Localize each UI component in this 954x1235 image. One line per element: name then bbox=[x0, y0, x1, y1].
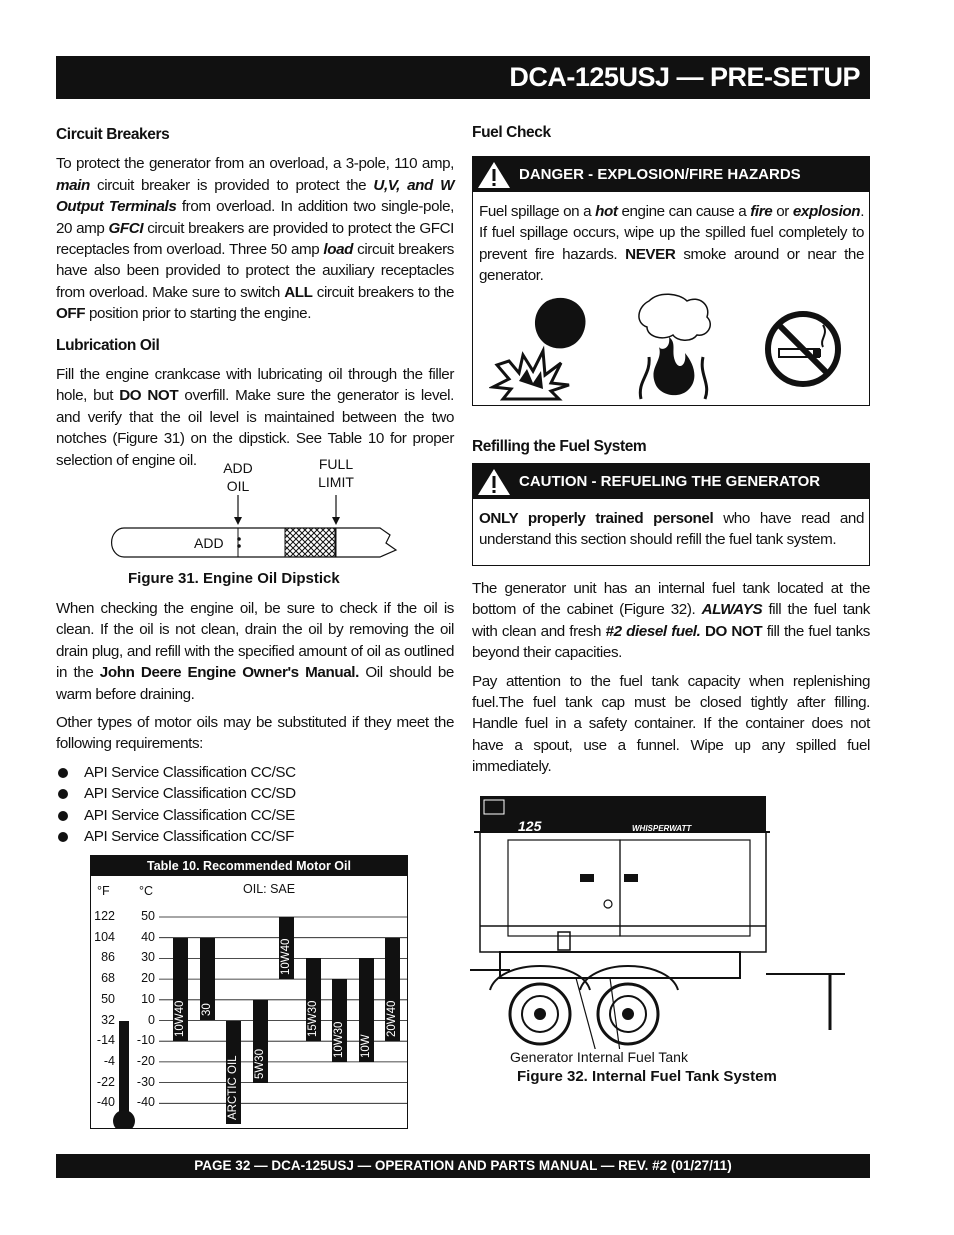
dipstick-add-text: ADD bbox=[194, 535, 224, 551]
oil-bar-label: 10W40 bbox=[280, 938, 292, 976]
motor-oil-table bbox=[90, 855, 408, 1129]
caution-box bbox=[472, 463, 870, 566]
oil-bar bbox=[385, 938, 400, 1042]
dipstick-figure bbox=[110, 455, 410, 565]
fahrenheit-tick: -14 bbox=[96, 1033, 115, 1048]
figure-31-caption: Figure 31. Engine Oil Dipstick bbox=[128, 570, 340, 587]
add-oil-label: ADD OIL bbox=[223, 460, 253, 494]
circuit-heading: Circuit Breakers bbox=[56, 126, 170, 143]
danger-box bbox=[472, 156, 870, 406]
footer-bar: PAGE 32 — DCA-125USJ — OPERATION AND PARTS MANUAL — REV. #2 (01/27/11) bbox=[56, 1154, 870, 1178]
fahrenheit-tick: -4 bbox=[103, 1053, 115, 1068]
fuel-check-heading: Fuel Check bbox=[472, 124, 551, 141]
oil-bar bbox=[226, 1021, 241, 1125]
fahrenheit-tick: 86 bbox=[101, 950, 115, 965]
api-list bbox=[56, 762, 454, 848]
oil-bar-label: 10W30 bbox=[333, 1021, 345, 1058]
oil-bar bbox=[173, 938, 188, 1042]
circuit-paragraph: To protect the generator from an overload, a 3-pole, 110 amp, main circuit breaker is provided to protect the U,V, and W Output Terminals from overload. In addition two single-pole, 20 amp GFCI circuit breakers are provided to protect the GFCI receptacles from overload. Three 50 amp load circuit breakers have also been provided to protect the auxiliary receptacles from overload. Make sure to switch ALL circuit breakers to the OFF position prior to starting the engine. bbox=[56, 155, 455, 323]
fuel-tank-callout: Generator Internal Fuel Tank bbox=[510, 1049, 688, 1065]
left-column-lower bbox=[56, 598, 454, 847]
caution-title: CAUTION - REFUELING THE GENERATOR bbox=[519, 473, 821, 490]
lube-heading: Lubrication Oil bbox=[56, 336, 160, 354]
tank-text bbox=[472, 578, 870, 778]
tank-paragraph-2: Pay attention to the fuel tank capacity when replenishing fuel.The fuel tank cap must be closed tightly after filling. Handle fuel in a safety container. If the container does not have a spout, use a funnel. Wipe up any spilled fuel immediately. bbox=[472, 672, 870, 776]
explosion-icon bbox=[489, 291, 589, 401]
celsius-tick: -20 bbox=[136, 1053, 155, 1068]
header-bar bbox=[56, 56, 870, 99]
celsius-tick: -30 bbox=[136, 1074, 155, 1089]
oil-bar bbox=[359, 958, 374, 1062]
refill-heading: Refilling the Fuel System bbox=[472, 438, 647, 455]
fahrenheit-tick: 32 bbox=[101, 1012, 115, 1027]
oil-grid bbox=[91, 856, 407, 1128]
list-item: API Service Classification CC/SE bbox=[56, 805, 454, 826]
fahrenheit-tick: 50 bbox=[101, 991, 115, 1006]
list-item: API Service Classification CC/SC bbox=[56, 762, 454, 783]
caution-text: ONLY properly trained personel who have read and understand this section should refill the fuel tank system. bbox=[479, 510, 864, 549]
celsius-label: °C bbox=[139, 884, 154, 898]
celsius-tick: 20 bbox=[141, 971, 155, 986]
celsius-tick: -10 bbox=[136, 1033, 155, 1048]
celsius-tick: 10 bbox=[141, 991, 155, 1006]
celsius-tick: 50 bbox=[141, 909, 155, 923]
celsius-tick: 40 bbox=[141, 929, 155, 944]
fire-icon bbox=[629, 291, 719, 401]
warning-triangle-icon bbox=[477, 468, 511, 496]
danger-header bbox=[473, 157, 869, 192]
celsius-tick: -40 bbox=[136, 1095, 155, 1110]
lube-paragraph: Fill the engine crankcase with lubricating oil through the filler hole, but DO NOT overfill. Make sure the generator is level. and verify that the oil level is maintained between the two notches (Figure 31) on the dipstick. See Table 10 for proper selection of engine oil. bbox=[56, 366, 454, 469]
oil-bar-label: ARCTIC OIL bbox=[227, 1055, 239, 1120]
danger-text: Fuel spillage on a hot engine can cause a fire or explosion. If fuel spillage occurs, wipe up the spilled fuel completely to prevent fire hazards. NEVER smoke around or near the generator. bbox=[479, 203, 865, 285]
oil-bar-label: 5W30 bbox=[253, 1048, 266, 1079]
caution-header bbox=[473, 464, 869, 499]
oil-bar-label: 15W30 bbox=[306, 1000, 319, 1038]
oil-bar bbox=[306, 958, 321, 1041]
tank-paragraph-1: The generator unit has an internal fuel tank located at the bottom of the cabinet (Figure 32). ALWAYS fill the fuel tank with clean and fresh #2 diesel fuel. DO NOT fill the fuel tanks beyond their capacities. bbox=[472, 580, 871, 662]
right-column bbox=[472, 122, 870, 143]
thermometer-bulb-icon bbox=[113, 1110, 135, 1128]
warning-triangle-icon bbox=[477, 161, 511, 189]
danger-title: DANGER - EXPLOSION/FIRE HAZARDS bbox=[519, 166, 801, 183]
oil-bar-label: 30 bbox=[200, 1003, 213, 1017]
fahrenheit-tick: 68 bbox=[101, 971, 115, 986]
oil-bar bbox=[253, 1000, 268, 1083]
oil-bar-label: 10W40 bbox=[174, 1000, 186, 1038]
oil-bar-label: 20W40 bbox=[386, 1000, 398, 1038]
figure-32-caption: Figure 32. Internal Fuel Tank System bbox=[517, 1068, 777, 1085]
oil-check-paragraph: When checking the engine oil, be sure to check if the oil is clean. If the oil is not clean, drain the oil by removing the oil drain plug, and refill with the specified amount of oil as outlined in the John Deere Engine Owner's Manual. Oil should be warm before draining. bbox=[56, 600, 454, 703]
refill-section bbox=[472, 436, 870, 457]
fahrenheit-label: °F bbox=[97, 884, 110, 898]
oil-bar bbox=[332, 979, 347, 1062]
oil-bar bbox=[279, 917, 294, 979]
generator-brand-label: WHISPERWATT bbox=[632, 824, 692, 833]
oil-sae-label: OIL: SAE bbox=[243, 882, 296, 896]
list-item: API Service Classification CC/SD bbox=[56, 783, 454, 804]
other-oils-paragraph: Other types of motor oils may be substituted if they meet the following requirements: bbox=[56, 714, 454, 753]
no-smoking-icon bbox=[763, 309, 843, 389]
list-item: API Service Classification CC/SF bbox=[56, 826, 454, 847]
table-title: Table 10. Recommended Motor Oil bbox=[91, 856, 407, 876]
left-column bbox=[56, 124, 454, 471]
fahrenheit-tick: -40 bbox=[96, 1095, 115, 1110]
celsius-tick: 0 bbox=[148, 1012, 155, 1027]
oil-bar-label: 10W bbox=[359, 1034, 372, 1058]
celsius-tick: 30 bbox=[141, 950, 155, 965]
fahrenheit-tick: -22 bbox=[96, 1074, 115, 1089]
full-limit-label: FULL LIMIT bbox=[318, 456, 354, 490]
fahrenheit-tick: 122 bbox=[94, 909, 115, 923]
page-title: DCA-125USJ — PRE-SETUP bbox=[509, 62, 860, 92]
dipstick-drawing bbox=[110, 455, 410, 565]
oil-bar bbox=[200, 938, 215, 1021]
generator-model-label: 125 bbox=[518, 818, 542, 834]
fahrenheit-tick: 104 bbox=[94, 929, 115, 944]
